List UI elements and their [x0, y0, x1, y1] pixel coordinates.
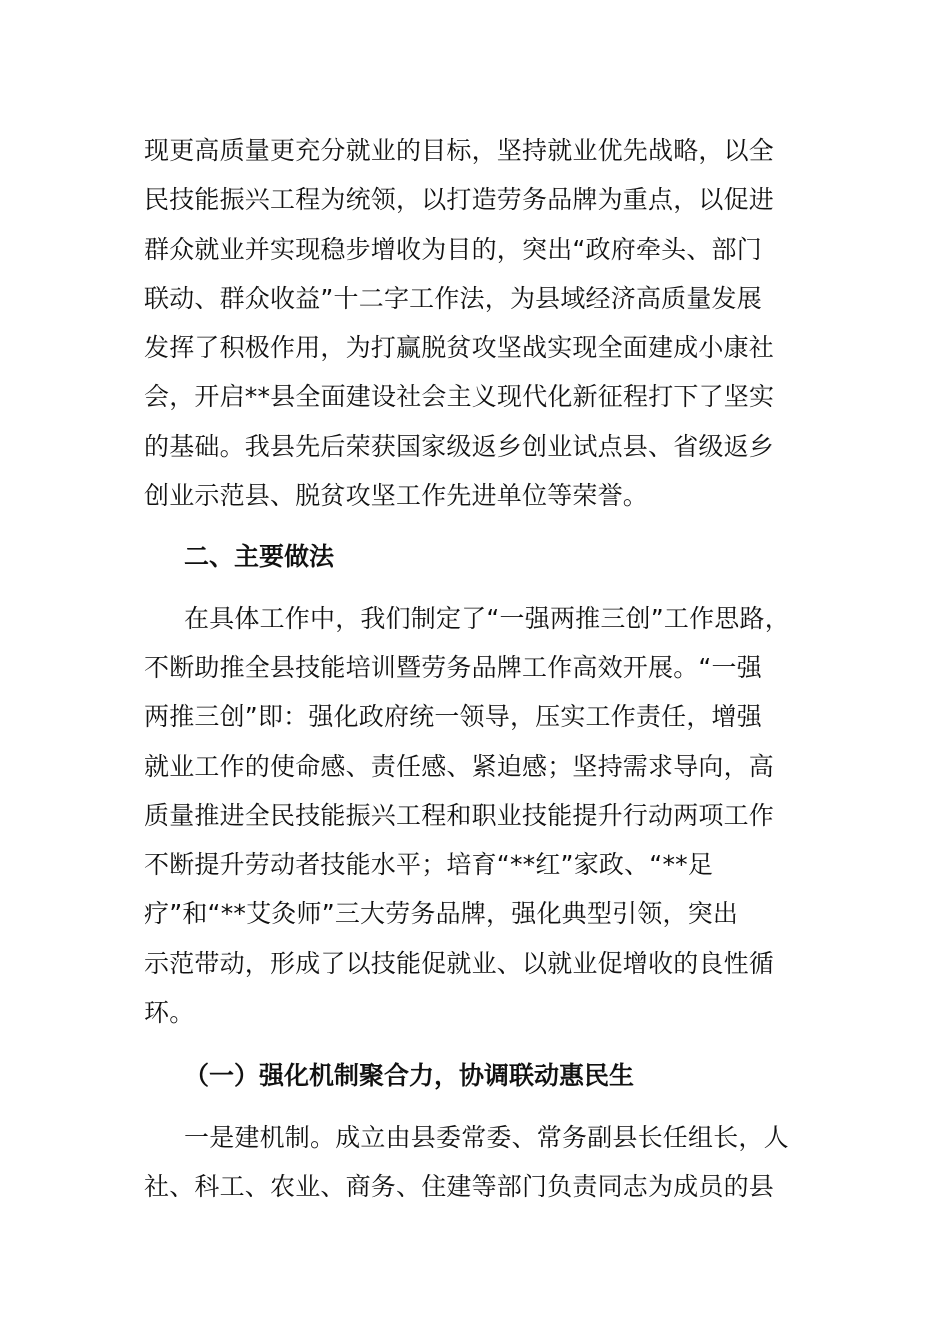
paragraph-methods: [144, 594, 808, 1038]
text-line: 疗”和“**艾灸师”三大劳务品牌，强化典型引领，突出: [144, 899, 739, 929]
text-line: 社、科工、农业、商务、住建等部门负责同志为成员的县: [144, 1171, 775, 1201]
paragraph-intro: [144, 126, 808, 520]
text-line: 群众就业并实现稳步增收为目的，突出“政府牵头、部门: [144, 234, 762, 264]
text-line: 联动、群众收益”十二字工作法，为县域经济高质量发展: [144, 283, 762, 313]
section-heading-main-practices: 二、主要做法: [184, 542, 335, 572]
text-line: 发挥了积极作用，为打赢脱贫攻坚战实现全面建成小康社: [144, 333, 775, 363]
text-line: 不断提升劳动者技能水平；培育“**红”家政、“**足: [144, 850, 714, 880]
text-line: 质量推进全民技能振兴工程和职业技能提升行动两项工作: [144, 800, 775, 830]
text-line: 环。: [144, 998, 195, 1028]
text-line: 民技能振兴工程为统领，以打造劳务品牌为重点，以促进: [144, 185, 775, 215]
text-line: 在具体工作中，我们制定了“一强两推三创”工作思路，: [184, 603, 790, 633]
text-line: 就业工作的使命感、责任感、紧迫感；坚持需求导向，高: [144, 751, 775, 781]
text-line: 创业示范县、脱贫攻坚工作先进单位等荣誉。: [144, 481, 649, 511]
text-line: 一是建机制。成立由县委常委、常务副县长任组长，人: [184, 1122, 789, 1152]
paragraph-mechanism: [144, 1113, 808, 1212]
text-line: 的基础。我县先后荣获国家级返乡创业试点县、省级返乡: [144, 431, 775, 461]
text-line: 现更高质量更充分就业的目标，坚持就业优先战略，以全: [144, 136, 775, 165]
text-line: 两推三创”即：强化政府统一领导，压实工作责任，增强: [144, 702, 762, 732]
text-line: 不断助推全县技能培训暨劳务品牌工作高效开展。“一强: [144, 652, 762, 682]
text-line: 示范带动，形成了以技能促就业、以就业促增收的良性循: [144, 948, 775, 978]
subsection-heading-1: （一）强化机制聚合力，协调联动惠民生: [184, 1061, 635, 1091]
document-body: [144, 126, 808, 1211]
text-line: 会，开启**县全面建设社会主义现代化新征程打下了坚实: [144, 382, 775, 412]
